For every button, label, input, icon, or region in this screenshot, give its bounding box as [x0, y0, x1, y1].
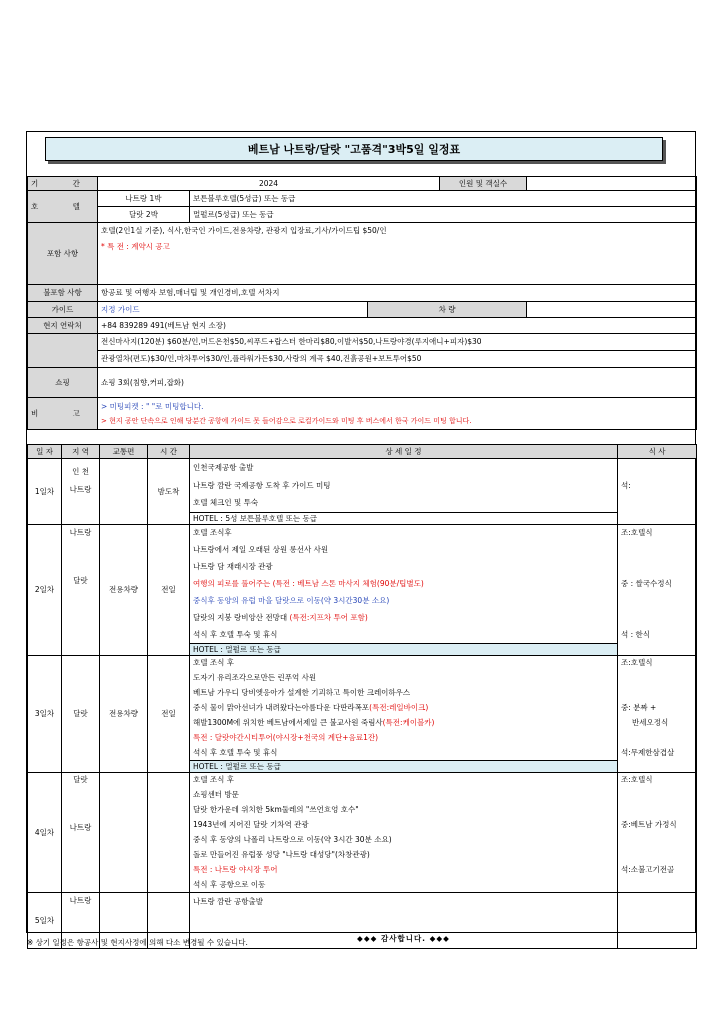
- day-4-item-2: 쇼핑센터 방문: [190, 788, 618, 803]
- header-transport: 교통편: [100, 445, 148, 459]
- day-4-meal-2: [618, 788, 697, 803]
- day-4-meal-6: [618, 848, 697, 863]
- shopping-value: 쇼핑 3회(침향,커피,잡화): [98, 368, 697, 398]
- day-4-meal-1: 조:호텔식: [618, 773, 697, 788]
- period-label: 기 간: [28, 177, 98, 191]
- day-2-region-1: 나트랑: [69, 528, 92, 537]
- remarks-label: 비 고: [28, 398, 98, 430]
- closing-message: ◆◆◆ 감사합니다. ◆◆◆: [190, 931, 618, 949]
- include-note: * 특 전 : 계약시 공고: [101, 242, 170, 251]
- day-4-meal-8: [618, 878, 697, 893]
- exclude-text: 항공료 및 여행자 보험,매너팁 및 개인경비,호텔 서차지: [98, 285, 697, 302]
- day-3-meal-4: 중: 분짜 +: [618, 701, 697, 716]
- day-2-meal-6: [618, 610, 697, 627]
- day-1-item-2: 나트랑 깜란 국제공항 도착 후 가이드 미팅: [190, 477, 618, 495]
- header-time: 시 간: [148, 445, 190, 459]
- hotel-night-1: 나트랑 1박: [98, 191, 190, 207]
- day-1-time: 밤도착: [148, 459, 190, 525]
- options-label: [28, 334, 98, 368]
- day-4-label: 4일차: [28, 773, 62, 893]
- day-4-item-4: 1943년에 지어진 달랏 기차역 관광: [190, 818, 618, 833]
- day-4-transport: [100, 773, 148, 893]
- day-3-meal-2: [618, 671, 697, 686]
- day-2-item-1: 호텔 조식후: [190, 525, 618, 542]
- day-3-item-3: 베트남 가우디 당비엣응아가 설계한 기괴하고 특이한 크레이하우스: [190, 686, 618, 701]
- day-5-meal: [618, 893, 697, 949]
- day-2-item-3: 나트랑 담 재래시장 관광: [190, 559, 618, 576]
- contact-label: 현지 연락처: [28, 318, 98, 334]
- exclude-label: 불포함 사항: [28, 285, 98, 302]
- hotel-label: 호 텔: [28, 191, 98, 223]
- day-2-item-4: 여행의 피로를 풀어주는 (특전 : 베트남 스톤 마사지 체험(90분/팁별도): [190, 576, 618, 593]
- day-1-hotel-meal: [618, 513, 697, 525]
- day-2-time: 전일: [148, 525, 190, 656]
- day-4-item-8: 석식 후 공항으로 이동: [190, 878, 618, 893]
- hotel-name-1: 보튼블루호텔(5성급) 또는 동급: [190, 191, 697, 207]
- day-4-item-3: 달랏 한가운데 위치한 5km둘레의 "쓰언흐엉 호수": [190, 803, 618, 818]
- day-2-item-5: 중식후 동양의 유럽 마을 달랏으로 이동(약 3시간30분 소요): [190, 593, 618, 610]
- day-1-region-2: 나트랑: [69, 485, 92, 494]
- day-3-hotel-meal: [618, 761, 697, 773]
- day-2-meal-5: [618, 593, 697, 610]
- day-2-meal-1: 조:호텔식: [618, 525, 697, 542]
- day-3-hotel: HOTEL : 멀펄르 또는 동급: [190, 761, 618, 773]
- day-4-item-1: 호텔 조식 후: [190, 773, 618, 788]
- day-4-time: [148, 773, 190, 893]
- day-5-item-1: 나트랑 깜란 공항출발: [190, 893, 618, 911]
- day-2-meal-7: 석 : 한식: [618, 627, 697, 644]
- day-4-meal-4: 중:베트남 가정식: [618, 818, 697, 833]
- day-2-item-6-highlight: (특전:지프차 투어 포함): [289, 613, 368, 622]
- day-1-meal-2: 석:: [618, 477, 697, 495]
- day-1-hotel: HOTEL : 5성 보튼블루호텔 또는 동급: [190, 513, 618, 525]
- header-region: 지 역: [62, 445, 100, 459]
- day-2-region-2: 달랏: [73, 576, 88, 585]
- include-text: 호텔(2인1실 기준), 식사,한국인 가이드,전용차량, 관광지 입장료,기사/가이드팁 $50/인: [101, 226, 387, 235]
- option-line-1: 전신마사지(120분) $60분/인,머드온천$50,씨푸드+랍스터 한마리$80,이발서$50,나트랑야경(루지애니+피자)$30: [98, 334, 697, 351]
- day-1-item-3: 호텔 체크인 및 투숙: [190, 495, 618, 513]
- day-4-item-7: 특전 : 나트랑 야시장 투어: [190, 863, 618, 878]
- day-3-meal-5: 반세오정식: [618, 716, 697, 731]
- day-3-item-5: 해발1300M에 위치한 베트남에서제일 큰 불교사원 죽림사(특전:케이블카): [190, 716, 618, 731]
- day-2-item-2: 나트랑에서 제일 오래된 상원 롱선사 사원: [190, 542, 618, 559]
- day-5-blank: [190, 911, 618, 931]
- day-2-meal-4: 중 : 쌀국수정식: [618, 576, 697, 593]
- day-1-region-1: 인 천: [72, 467, 89, 476]
- info-table: [27, 176, 697, 430]
- day-4-item-6: 돌로 만들어진 유럽풍 성당 "나트랑 대성당"(차창관광): [190, 848, 618, 863]
- day-3-item-1: 호텔 조식 후: [190, 656, 618, 671]
- remark-meeting: > 미팅피켓 : " "로 미팅합니다.: [101, 401, 204, 411]
- day-3-meal-7: 석:무제한삼겹살: [618, 746, 697, 761]
- hotel-night-2: 달랏 2박: [98, 207, 190, 223]
- schedule-table: [27, 444, 697, 949]
- day-1-item-1: 인천국제공항 출발: [190, 459, 618, 477]
- day-3-item-7: 석식 후 호텔 투숙 및 휴식: [190, 746, 618, 761]
- include-label: 포함 사항: [28, 223, 98, 285]
- day-2-item-6: 달랏의 지붕 랑비앙산 전망대 (특전:지프차 투어 포함): [190, 610, 618, 627]
- option-line-2: 관광열차(편도)$30/인,마차투어$30/인,플라워가든$30,사랑의 계곡 $40,진흙공원+보트투어$50: [98, 351, 697, 368]
- day-3-item-4: 중식 물이 맑아선녀가 내려왔다는아름다운 다딴라폭포(특전:레일바이크): [190, 701, 618, 716]
- day-4-region-1: 달랏: [73, 775, 88, 784]
- day-2-label: 2일차: [28, 525, 62, 656]
- day-2-meal-3: [618, 559, 697, 576]
- day-5-region-1: 나트랑: [62, 893, 100, 949]
- day-2-transport: 전용차량: [100, 525, 148, 656]
- day-4-meal-7: 석:소불고기전골: [618, 863, 697, 878]
- people-value: [527, 177, 697, 191]
- day-3-item-6: 특전 : 달랏야간시티투어(야시장+천국의 계단+음료1잔): [190, 731, 618, 746]
- guide-label: 가이드: [28, 302, 98, 318]
- day-1-meal-3: [618, 495, 697, 513]
- day-4-item-5: 중식 후 동양의 나폴리 나트랑으로 이동(약 3시간 30분 소요): [190, 833, 618, 848]
- day-3-region-1: 달랏: [62, 656, 100, 773]
- header-date: 일 자: [28, 445, 62, 459]
- people-label: 인원 및 객실수: [440, 177, 527, 191]
- period-value: 2024: [98, 177, 440, 191]
- remark-notice: > 현지 공안 단속으로 인해 당분간 공항에 가이드 못 들어감으로 로컬가이드와 미팅 후 버스에서 한국 가이드 미팅 합니다.: [101, 416, 472, 425]
- contact-value: +84 839289 491(베트남 현지 소장): [98, 318, 697, 334]
- header-meal: 식 사: [618, 445, 697, 459]
- day-2-meal-2: [618, 542, 697, 559]
- footnote: ※ 상기 일정은 항공사 및 현지사정에 의해 다소 변경될 수 있습니다.: [27, 938, 248, 947]
- car-label: 차 량: [368, 302, 527, 318]
- day-4-meal-3: [618, 803, 697, 818]
- day-3-meal-6: [618, 731, 697, 746]
- hotel-name-2: 멀펄르(5성급) 또는 동급: [190, 207, 697, 223]
- day-3-meal-1: 조:호텔식: [618, 656, 697, 671]
- day-5-label: 5일차: [28, 893, 62, 949]
- day-3-item-2: 도자기 유리조각으로만든 린푸억 사원: [190, 671, 618, 686]
- day-2-hotel: HOTEL : 멀펄르 또는 동급: [190, 644, 618, 656]
- shopping-label: 쇼핑: [28, 368, 98, 398]
- day-1-label: 1일차: [28, 459, 62, 525]
- day-3-item-5-highlight: (특전:케이블카): [382, 718, 435, 727]
- day-3-meal-3: [618, 686, 697, 701]
- day-4-meal-5: [618, 833, 697, 848]
- day-3-time: 전일: [148, 656, 190, 773]
- header-detail: 상 세 일 정: [190, 445, 618, 459]
- page-title: 베트남 나트랑/달랏 "고품격"3박5일 일정표: [45, 137, 663, 161]
- day-1-meal-1: [618, 459, 697, 477]
- day-4-region-2: 나트랑: [69, 823, 92, 832]
- day-3-transport: 전용차량: [100, 656, 148, 773]
- day-2-item-7: 석식 후 호텔 투숙 및 휴식: [190, 627, 618, 644]
- car-value: [527, 302, 697, 318]
- day-3-label: 3일차: [28, 656, 62, 773]
- day-3-item-4-highlight: (특전:레일바이크): [369, 703, 429, 712]
- day-1-transport: [100, 459, 148, 525]
- guide-value: 지정 가이드: [98, 302, 368, 318]
- day-2-hotel-meal: [618, 644, 697, 656]
